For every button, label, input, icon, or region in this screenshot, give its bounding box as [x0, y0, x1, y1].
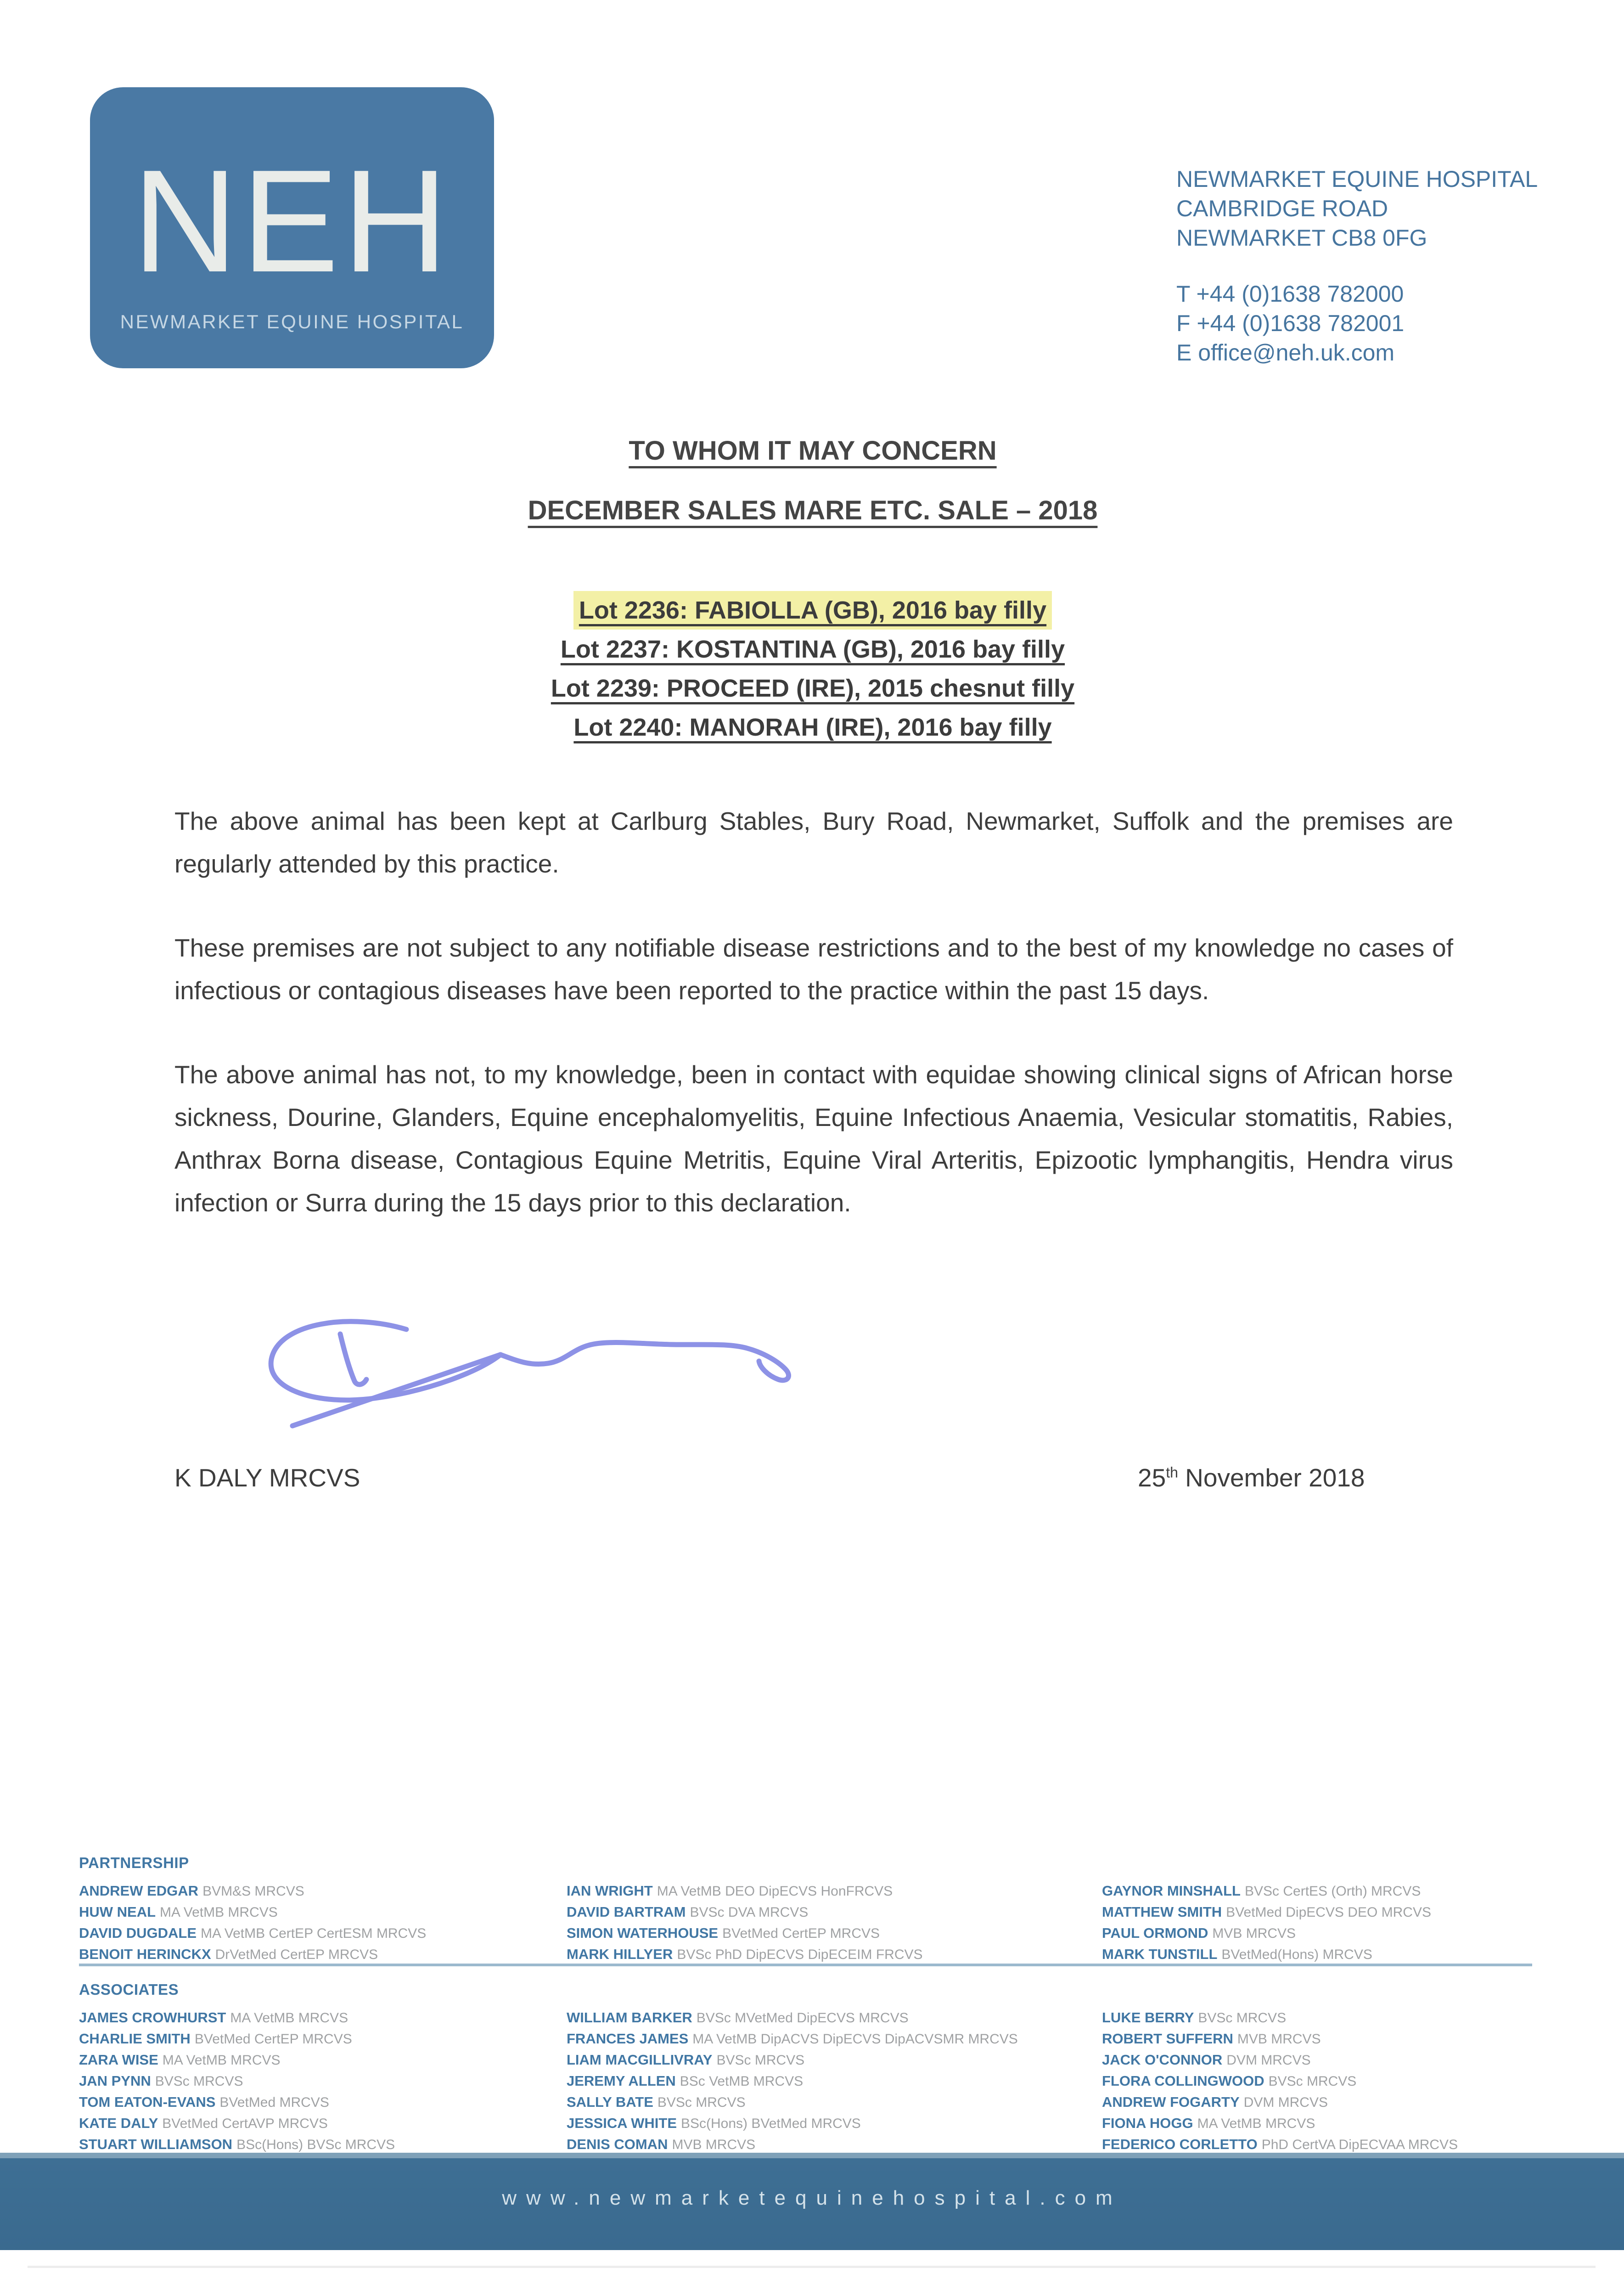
staff-row — [1102, 2072, 1553, 2093]
staff-qualifications: MVB MRCVS — [672, 2137, 756, 2152]
website-text: www.newmarketequinehospital.com — [502, 2187, 1122, 2209]
contact-line: E office@neh.uk.com — [1176, 340, 1395, 366]
staff-name: WILLIAM BARKER — [567, 2009, 692, 2026]
staff-qualifications: BVSc MRCVS — [155, 2074, 243, 2089]
staff-row — [567, 1903, 1095, 1924]
staff-name: FLORA COLLINGWOOD — [1102, 2073, 1264, 2089]
associates-section-title: ASSOCIATES — [79, 1981, 179, 1998]
staff-name: DAVID DUGDALE — [79, 1925, 197, 1941]
staff-row — [1102, 2114, 1553, 2135]
staff-qualifications: MVB MRCVS — [1237, 2032, 1321, 2047]
staff-name: SALLY BATE — [567, 2094, 653, 2110]
lot-line-text: Lot 2240: MANORAH (IRE), 2016 bay filly — [573, 714, 1052, 741]
staff-qualifications: BVetMed DipECVS DEO MRCVS — [1226, 1905, 1431, 1920]
associates-column-2 — [567, 2009, 1095, 2178]
staff-qualifications: MA VetMB MRCVS — [1197, 2116, 1315, 2131]
staff-name: FRANCES JAMES — [567, 2031, 689, 2047]
staff-row — [1102, 1945, 1553, 1966]
signer-name: K DALY MRCVS — [174, 1463, 360, 1492]
staff-qualifications: MA VetMB MRCVS — [162, 2053, 281, 2068]
heading-to-whom — [174, 435, 1451, 466]
staff-name: IAN WRIGHT — [567, 1883, 653, 1899]
contact-line: T +44 (0)1638 782000 — [1176, 281, 1404, 307]
staff-qualifications: PhD CertVA DipECVAA MRCVS — [1261, 2137, 1458, 2152]
staff-row — [567, 2030, 1095, 2051]
signature-flourish — [500, 1342, 789, 1380]
staff-qualifications: DVM MRCVS — [1226, 2053, 1311, 2068]
staff-name: DAVID BARTRAM — [567, 1904, 686, 1920]
partnership-column-1 — [79, 1882, 561, 1966]
staff-row — [79, 2051, 561, 2072]
lot-line — [174, 635, 1451, 674]
staff-name: ZARA WISE — [79, 2052, 158, 2068]
partnership-columns — [79, 1882, 1553, 1962]
staff-name: JAN PYNN — [79, 2073, 151, 2089]
heading-sale-title — [174, 495, 1451, 526]
staff-qualifications: BVSc CertES (Orth) MRCVS — [1244, 1884, 1421, 1899]
staff-row — [1102, 1924, 1553, 1945]
staff-qualifications: BSc(Hons) BVetMed MRCVS — [681, 2116, 861, 2131]
staff-qualifications: DrVetMed CertEP MRCVS — [215, 1947, 378, 1962]
staff-name: KATE DALY — [79, 2115, 158, 2131]
signature-loop — [271, 1322, 500, 1400]
staff-row — [567, 1945, 1095, 1966]
staff-qualifications: MA VetMB CertEP CertESM MRCVS — [201, 1926, 427, 1941]
associates-columns — [79, 2009, 1553, 2155]
lot-line — [174, 674, 1451, 713]
heading-to-whom-text: TO WHOM IT MAY CONCERN — [629, 436, 997, 466]
lot-line-text: Lot 2239: PROCEED (IRE), 2015 chesnut filly — [551, 675, 1075, 702]
lot-line — [174, 596, 1451, 635]
contact-line: F +44 (0)1638 782001 — [1176, 310, 1405, 336]
staff-row — [1102, 1903, 1553, 1924]
staff-row — [567, 1882, 1095, 1903]
staff-qualifications: BVSc MRCVS — [716, 2053, 805, 2068]
staff-row — [1102, 2030, 1553, 2051]
staff-name: FIONA HOGG — [1102, 2115, 1193, 2131]
associates-column-3 — [1102, 2009, 1553, 2178]
heading-sale-title-text: DECEMBER SALES MARE ETC. SALE – 2018 — [528, 495, 1098, 525]
associates-column-1 — [79, 2009, 561, 2178]
staff-name: TOM EATON-EVANS — [79, 2094, 216, 2110]
footer-bar — [0, 2153, 1624, 2250]
staff-name: ANDREW EDGAR — [79, 1883, 199, 1899]
staff-row — [79, 2072, 561, 2093]
staff-name: MATTHEW SMITH — [1102, 1904, 1222, 1920]
staff-qualifications: BSc VetMB MRCVS — [680, 2074, 804, 2089]
staff-row — [79, 2009, 561, 2030]
neh-logo-abbr: NEH — [132, 139, 452, 303]
staff-row — [1102, 2009, 1553, 2030]
staff-name: JEREMY ALLEN — [567, 2073, 676, 2089]
lot-line-text: Lot 2236: FABIOLLA (GB), 2016 bay filly — [579, 597, 1047, 624]
staff-name: JACK O'CONNOR — [1102, 2052, 1223, 2068]
address-line: CAMBRIDGE ROAD — [1176, 196, 1388, 221]
staff-qualifications: BVSc DVA MRCVS — [690, 1905, 809, 1920]
staff-qualifications: BSc(Hons) BVSc MRCVS — [236, 2137, 395, 2152]
letter-body — [174, 800, 1453, 1266]
staff-qualifications: BVM&S MRCVS — [202, 1884, 304, 1899]
staff-row — [79, 2030, 561, 2051]
staff-qualifications: MA VetMB MRCVS — [230, 2010, 348, 2026]
staff-name: ROBERT SUFFERN — [1102, 2031, 1233, 2047]
staff-row — [79, 1882, 561, 1903]
staff-row — [79, 1924, 561, 1945]
staff-row — [1102, 1882, 1553, 1903]
staff-row — [79, 1903, 561, 1924]
staff-row — [567, 2051, 1095, 2072]
staff-name: LUKE BERRY — [1102, 2009, 1194, 2026]
body-paragraph: The above animal has been kept at Carlburg Stables, Bury Road, Newmarket, Suffolk and the premises are regularly attended by this practice. — [174, 807, 1453, 878]
staff-row — [567, 2114, 1095, 2135]
staff-row — [567, 2093, 1095, 2114]
staff-row — [567, 2009, 1095, 2030]
signature-tail — [292, 1355, 500, 1426]
staff-qualifications: BVSc MVetMed DipECVS MRCVS — [696, 2010, 909, 2026]
staff-qualifications: BVetMed MRCVS — [219, 2095, 329, 2110]
staff-qualifications: BVSc PhD DipECVS DipECEIM FRCVS — [677, 1947, 923, 1962]
lot-line-text: Lot 2237: KOSTANTINA (GB), 2016 bay filly — [560, 636, 1065, 663]
staff-name: PAUL ORMOND — [1102, 1925, 1208, 1941]
lot-list — [174, 596, 1451, 752]
scan-artifact-line — [28, 2266, 1596, 2268]
staff-row — [79, 2114, 561, 2135]
signature-scribble — [250, 1316, 810, 1440]
letter-date — [1138, 1463, 1365, 1492]
address-line: NEWMARKET CB8 0FG — [1176, 225, 1427, 251]
staff-name: CHARLIE SMITH — [79, 2031, 191, 2047]
partnership-section-title: PARTNERSHIP — [79, 1854, 189, 1871]
partnership-column-3 — [1102, 1882, 1553, 1966]
staff-qualifications: BVetMed CertEP MRCVS — [722, 1926, 880, 1941]
staff-name: LIAM MACGILLIVRAY — [567, 2052, 713, 2068]
staff-qualifications: BVetMed CertEP MRCVS — [194, 2032, 352, 2047]
hospital-contact-lines — [1176, 279, 1538, 367]
hospital-address-block — [1176, 164, 1538, 367]
staff-row — [79, 2093, 561, 2114]
date-rest: November 2018 — [1178, 1463, 1365, 1492]
staff-row — [79, 1945, 561, 1966]
staff-row — [1102, 2093, 1553, 2114]
hospital-address-lines — [1176, 164, 1538, 253]
staff-name: STUART WILLIAMSON — [79, 2136, 233, 2152]
staff-qualifications: MA VetMB DEO DipECVS HonFRCVS — [657, 1884, 893, 1899]
staff-qualifications: BVetMed CertAVP MRCVS — [162, 2116, 328, 2131]
staff-name: JESSICA WHITE — [567, 2115, 677, 2131]
staff-roster — [79, 1854, 1553, 2155]
staff-name: BENOIT HERINCKX — [79, 1946, 211, 1962]
staff-name: HUW NEAL — [79, 1904, 156, 1920]
staff-qualifications: BVSc MRCVS — [1198, 2010, 1287, 2026]
address-line: NEWMARKET EQUINE HOSPITAL — [1176, 166, 1538, 192]
date-ordinal: th — [1166, 1464, 1178, 1481]
body-paragraph: The above animal has not, to my knowledge, been in contact with equidae showing clinical signs of African horse sickness, Dourine, Glanders, Equine encephalomyelitis, Equine Infectious Anaemia, Vesicular stomatitis, Rabies, Anthrax Borna disease, Contagious Equine Metritis, Equine Viral Arteritis, Epizootic lymphangitis, Hendra virus infection or Surra during the 15 days prior to this declaration. — [174, 1060, 1453, 1217]
staff-name: GAYNOR MINSHALL — [1102, 1883, 1241, 1899]
staff-row — [567, 1924, 1095, 1945]
staff-qualifications: MA VetMB DipACVS DipECVS DipACVSMR MRCVS — [692, 2032, 1018, 2047]
staff-name: FEDERICO CORLETTO — [1102, 2136, 1258, 2152]
neh-logo — [90, 87, 494, 368]
staff-qualifications: DVM MRCVS — [1243, 2095, 1328, 2110]
staff-qualifications: BVetMed(Hons) MRCVS — [1221, 1947, 1372, 1962]
staff-name: SIMON WATERHOUSE — [567, 1925, 719, 1941]
staff-row — [567, 2072, 1095, 2093]
staff-name: MARK HILLYER — [567, 1946, 673, 1962]
staff-name: ANDREW FOGARTY — [1102, 2094, 1240, 2110]
staff-qualifications: BVSc MRCVS — [657, 2095, 746, 2110]
lot-line — [174, 713, 1451, 752]
staff-name: DENIS COMAN — [567, 2136, 668, 2152]
staff-row — [1102, 2051, 1553, 2072]
signature-inner-stroke — [340, 1334, 366, 1384]
neh-logo-caption: NEWMARKET EQUINE HOSPITAL — [120, 310, 464, 332]
staff-name: JAMES CROWHURST — [79, 2009, 226, 2026]
staff-name: MARK TUNSTILL — [1102, 1946, 1218, 1962]
partnership-column-2 — [567, 1882, 1095, 1966]
staff-qualifications: MVB MRCVS — [1212, 1926, 1296, 1941]
staff-qualifications: MA VetMB MRCVS — [160, 1905, 278, 1920]
date-day: 25 — [1138, 1463, 1166, 1492]
staff-qualifications: BVSc MRCVS — [1268, 2074, 1357, 2089]
body-paragraph: These premises are not subject to any notifiable disease restrictions and to the best of my knowledge no cases of infectious or contagious diseases have been reported to the practice within the past 15 days. — [174, 934, 1453, 1005]
